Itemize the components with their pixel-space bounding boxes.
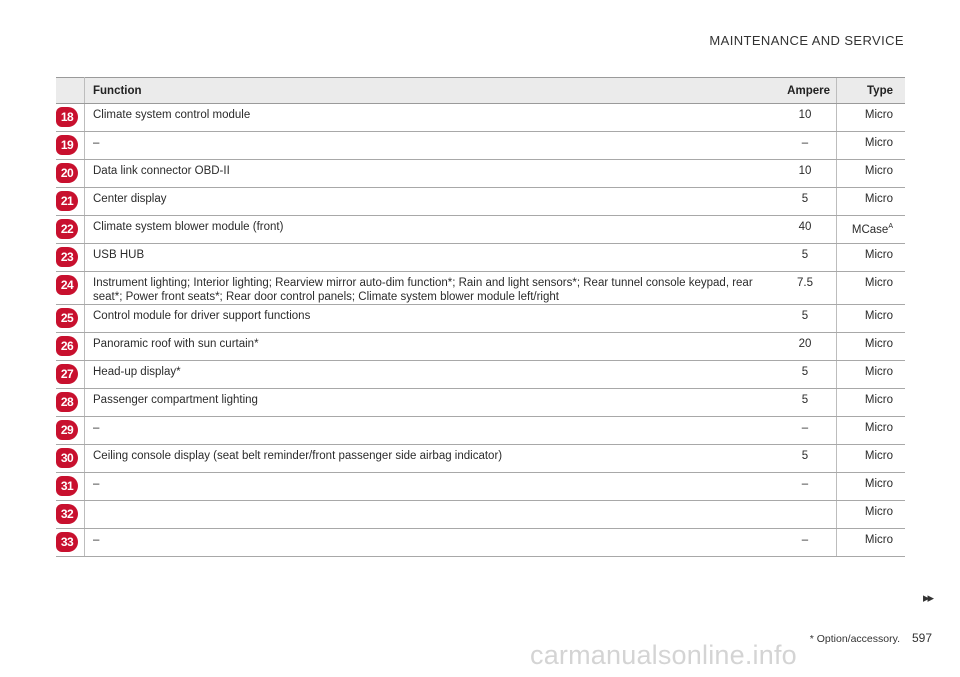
fuse-ampere: 5 [774, 244, 837, 272]
fuse-number-badge: 18 [56, 107, 78, 127]
table-row [56, 333, 905, 361]
table-row [56, 417, 905, 445]
fuse-function: Head-up display* [85, 361, 775, 389]
fuse-function: Control module for driver support functions [85, 305, 775, 333]
fuse-type-cell [837, 244, 906, 272]
table-row [56, 389, 905, 417]
header-type: Type [837, 78, 906, 104]
fuse-ampere [774, 501, 837, 529]
table-row [56, 272, 905, 305]
table-row [56, 216, 905, 244]
fuse-type: Micro [864, 109, 893, 121]
fuse-number-cell [56, 188, 85, 216]
fuse-number-badge: 19 [56, 135, 78, 155]
table-row [56, 188, 905, 216]
fuse-type: Micro [864, 506, 893, 518]
fuse-ampere: 5 [774, 445, 837, 473]
page-section-title: MAINTENANCE AND SERVICE [709, 33, 904, 48]
fuse-type: Micro [864, 277, 893, 289]
fuse-type-cell [837, 445, 906, 473]
fuse-type-cell [837, 216, 906, 244]
fuse-number-cell [56, 445, 85, 473]
fuse-type-cell [837, 501, 906, 529]
table-row [56, 244, 905, 272]
fuse-type: Micro [864, 249, 893, 261]
table-row [56, 104, 905, 132]
fuse-number-badge: 29 [56, 420, 78, 440]
fuse-ampere: – [774, 132, 837, 160]
header-function: Function [85, 78, 775, 104]
table-row [56, 132, 905, 160]
fuse-function: Passenger compartment lighting [85, 389, 775, 417]
fuse-type-cell [837, 389, 906, 417]
fuse-ampere: 5 [774, 361, 837, 389]
table-header-row [56, 78, 905, 104]
watermark: carmanualsonline.info [530, 640, 797, 670]
table-row [56, 361, 905, 389]
fuse-number-cell [56, 333, 85, 361]
fuse-table-body [56, 104, 905, 557]
fuse-function: – [85, 473, 775, 501]
fuse-function: – [85, 132, 775, 160]
fuse-type: Micro [864, 165, 893, 177]
fuse-type-cell [837, 473, 906, 501]
fuse-function: USB HUB [85, 244, 775, 272]
fuse-function: – [85, 417, 775, 445]
fuse-type-cell [837, 333, 906, 361]
fuse-type: Micro [864, 534, 893, 546]
header-ampere: Ampere [774, 78, 837, 104]
fuse-type: Micro [864, 193, 893, 205]
fuse-number-cell [56, 389, 85, 417]
fuse-type-cell [837, 132, 906, 160]
fuse-number-badge: 33 [56, 532, 78, 552]
fuse-number-badge: 27 [56, 364, 78, 384]
fuse-number-cell [56, 501, 85, 529]
fuse-number-badge: 32 [56, 504, 78, 524]
header-num-column [56, 78, 85, 104]
table-row [56, 160, 905, 188]
fuse-function: Instrument lighting; Interior lighting; Rearview mirror auto-dim function*; Rain and light sensors*; Rear tunnel console keypad, rear seat*; Power front seats*; Rear door control panels; Climate system blower module left/right [85, 272, 775, 305]
fuse-function: Ceiling console display (seat belt reminder/front passenger side airbag indicator) [85, 445, 775, 473]
fuse-number-cell [56, 216, 85, 244]
fuse-number-badge: 30 [56, 448, 78, 468]
fuse-ampere: – [774, 529, 837, 557]
fuse-ampere: 10 [774, 160, 837, 188]
fuse-number-cell [56, 160, 85, 188]
fuse-function: – [85, 529, 775, 557]
fuse-type: Micro [864, 422, 893, 434]
fuse-type-cell [837, 529, 906, 557]
fuse-type: Micro [864, 310, 893, 322]
fuse-type: Micro [864, 137, 893, 149]
table-row [56, 501, 905, 529]
fuse-number-cell [56, 104, 85, 132]
fuse-ampere: 20 [774, 333, 837, 361]
fuse-table [56, 77, 905, 557]
table-row [56, 529, 905, 557]
fuse-function: Data link connector OBD-II [85, 160, 775, 188]
fuse-number-badge: 22 [56, 219, 78, 239]
fuse-number-badge: 21 [56, 191, 78, 211]
table-row [56, 473, 905, 501]
fuse-type-cell [837, 188, 906, 216]
fuse-type: Micro [864, 394, 893, 406]
fuse-number-cell [56, 305, 85, 333]
fuse-function: Panoramic roof with sun curtain* [85, 333, 775, 361]
fuse-number-badge: 25 [56, 308, 78, 328]
fuse-ampere: – [774, 473, 837, 501]
fuse-number-badge: 31 [56, 476, 78, 496]
fuse-type-cell [837, 104, 906, 132]
fuse-ampere: 7.5 [774, 272, 837, 305]
fuse-type-cell [837, 417, 906, 445]
table-row [56, 305, 905, 333]
footnote: * Option/accessory. [809, 633, 900, 645]
fuse-ampere: 5 [774, 188, 837, 216]
fuse-number-badge: 23 [56, 247, 78, 267]
fuse-number-cell [56, 529, 85, 557]
fuse-type: Micro [864, 450, 893, 462]
fuse-ampere: 40 [774, 216, 837, 244]
page-number: 597 [911, 631, 932, 645]
fuse-number-cell [56, 473, 85, 501]
footnote-marker: A [888, 223, 893, 230]
fuse-number-badge: 28 [56, 392, 78, 412]
fuse-function [85, 501, 775, 529]
fuse-type-cell [837, 305, 906, 333]
fuse-ampere: – [774, 417, 837, 445]
fuse-type-cell [837, 272, 906, 305]
fuse-function: Climate system control module [85, 104, 775, 132]
fuse-number-cell [56, 132, 85, 160]
fuse-type-cell [837, 160, 906, 188]
fuse-number-cell [56, 272, 85, 305]
fuse-ampere: 10 [774, 104, 837, 132]
fuse-type: Micro [864, 478, 893, 490]
fuse-type: Micro [864, 338, 893, 350]
fuse-number-cell [56, 361, 85, 389]
fuse-ampere: 5 [774, 389, 837, 417]
fuse-number-badge: 26 [56, 336, 78, 356]
fuse-number-cell [56, 417, 85, 445]
fuse-function: Center display [85, 188, 775, 216]
next-page-arrows-icon: ▸▸ [922, 590, 932, 605]
fuse-number-cell [56, 244, 85, 272]
fuse-function: Climate system blower module (front) [85, 216, 775, 244]
fuse-type: MCase [851, 223, 889, 236]
fuse-type: Micro [864, 366, 893, 378]
fuse-number-badge: 24 [56, 275, 78, 295]
table-row [56, 445, 905, 473]
fuse-ampere: 5 [774, 305, 837, 333]
fuse-type-cell [837, 361, 906, 389]
fuse-number-badge: 20 [56, 163, 78, 183]
